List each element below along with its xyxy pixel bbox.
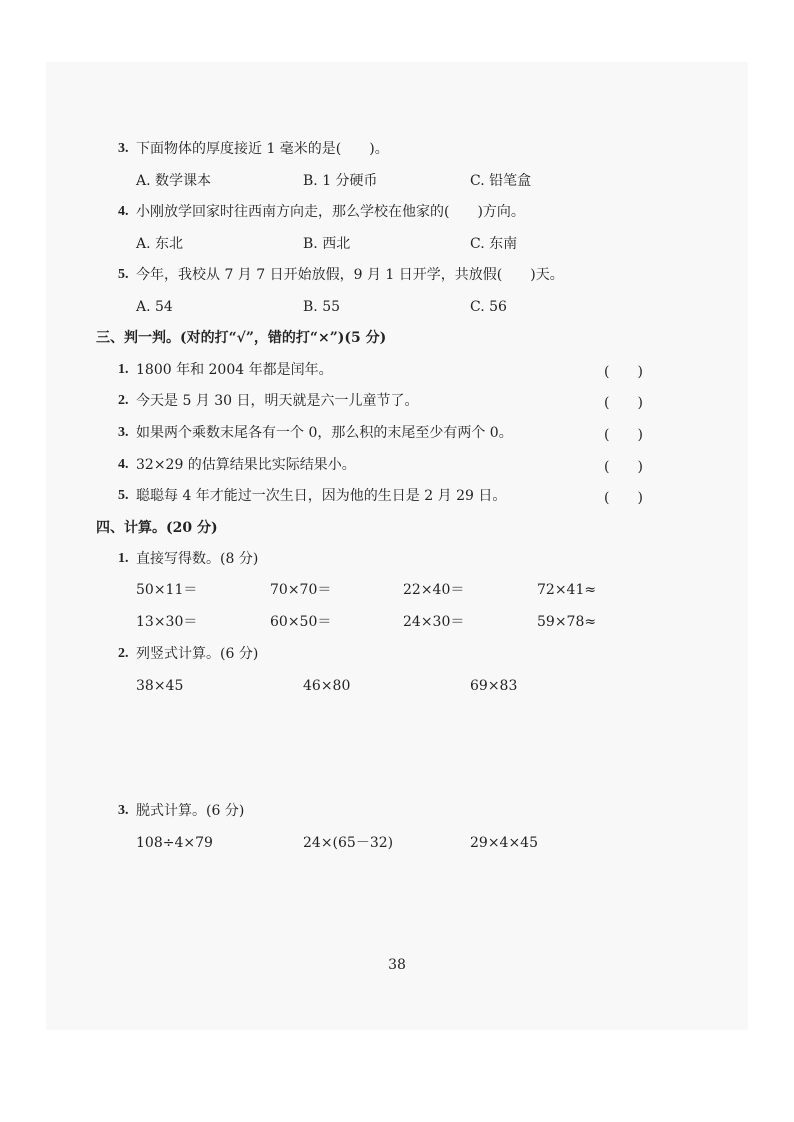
vertical-calc-item: 69×83 xyxy=(470,678,518,694)
question-text: 下面物体的厚度接近 1 毫米的是( )。 xyxy=(136,141,389,157)
oral-calc-item: 70×70＝ xyxy=(270,582,332,598)
option-c: C. 56 xyxy=(470,299,507,315)
option-b: B. 55 xyxy=(303,299,341,315)
oral-calc-item: 60×50＝ xyxy=(270,614,332,630)
stepwise-calc-item: 108÷4×79 xyxy=(136,835,213,851)
question-text: 脱式计算。(6 分) xyxy=(136,803,245,819)
statement-text: 今天是 5 月 30 日，明天就是六一儿童节了。 xyxy=(136,393,419,409)
question-number: 2. xyxy=(118,393,129,408)
oral-calc-item: 72×41≈ xyxy=(537,582,597,598)
option-b: B. 西北 xyxy=(303,236,351,252)
question-number: 2. xyxy=(118,646,129,661)
question-number: 3. xyxy=(118,425,129,440)
question-number: 4. xyxy=(118,204,129,219)
oral-calc-item: 13×30＝ xyxy=(136,614,198,630)
page-number: 38 xyxy=(388,957,406,973)
option-b: B. 1 分硬币 xyxy=(303,173,378,189)
oral-calc-item: 50×11＝ xyxy=(136,582,198,598)
vertical-calc-item: 38×45 xyxy=(136,678,184,694)
question-text: 列竖式计算。(6 分) xyxy=(136,646,259,662)
oral-calc-item: 59×78≈ xyxy=(537,614,597,630)
answer-blank[interactable]: ( ) xyxy=(604,459,643,475)
answer-blank[interactable]: ( ) xyxy=(604,364,643,380)
option-c: C. 东南 xyxy=(470,236,518,252)
question-number: 4. xyxy=(118,457,129,472)
oral-calc-item: 22×40＝ xyxy=(403,582,465,598)
section-title-judge: 三、判一判。(对的打“√”，错的打“×”)(5 分) xyxy=(96,330,387,346)
answer-blank[interactable]: ( ) xyxy=(604,490,643,506)
option-c: C. 铅笔盒 xyxy=(470,173,532,189)
stepwise-calc-item: 29×4×45 xyxy=(470,835,538,851)
stepwise-calc-item: 24×(65－32) xyxy=(303,835,394,851)
option-a: A. 数学课本 xyxy=(136,173,212,189)
statement-text: 1800 年和 2004 年都是闰年。 xyxy=(136,362,333,378)
question-number: 3. xyxy=(118,141,129,156)
statement-text: 如果两个乘数末尾各有一个 0，那么积的末尾至少有两个 0。 xyxy=(136,425,513,441)
oral-calc-item: 24×30＝ xyxy=(403,614,465,630)
section-title-calc: 四、计算。(20 分) xyxy=(96,520,218,536)
question-number: 3. xyxy=(118,803,129,818)
vertical-calc-item: 46×80 xyxy=(303,678,351,694)
question-number: 1. xyxy=(118,362,129,377)
question-number: 1. xyxy=(118,551,129,566)
statement-text: 聪聪每 4 年才能过一次生日，因为他的生日是 2 月 29 日。 xyxy=(136,488,507,504)
question-number: 5. xyxy=(118,488,129,503)
question-text: 今年，我校从 7 月 7 日开始放假，9 月 1 日开学，共放假( )天。 xyxy=(136,267,564,283)
question-number: 5. xyxy=(118,267,129,282)
statement-text: 32×29 的估算结果比实际结果小。 xyxy=(136,457,356,473)
answer-blank[interactable]: ( ) xyxy=(604,427,643,443)
option-a: A. 东北 xyxy=(136,236,184,252)
question-text: 直接写得数。(8 分) xyxy=(136,551,259,567)
question-text: 小刚放学回家时往西南方向走，那么学校在他家的( )方向。 xyxy=(136,204,525,220)
option-a: A. 54 xyxy=(136,299,173,315)
answer-blank[interactable]: ( ) xyxy=(604,395,643,411)
